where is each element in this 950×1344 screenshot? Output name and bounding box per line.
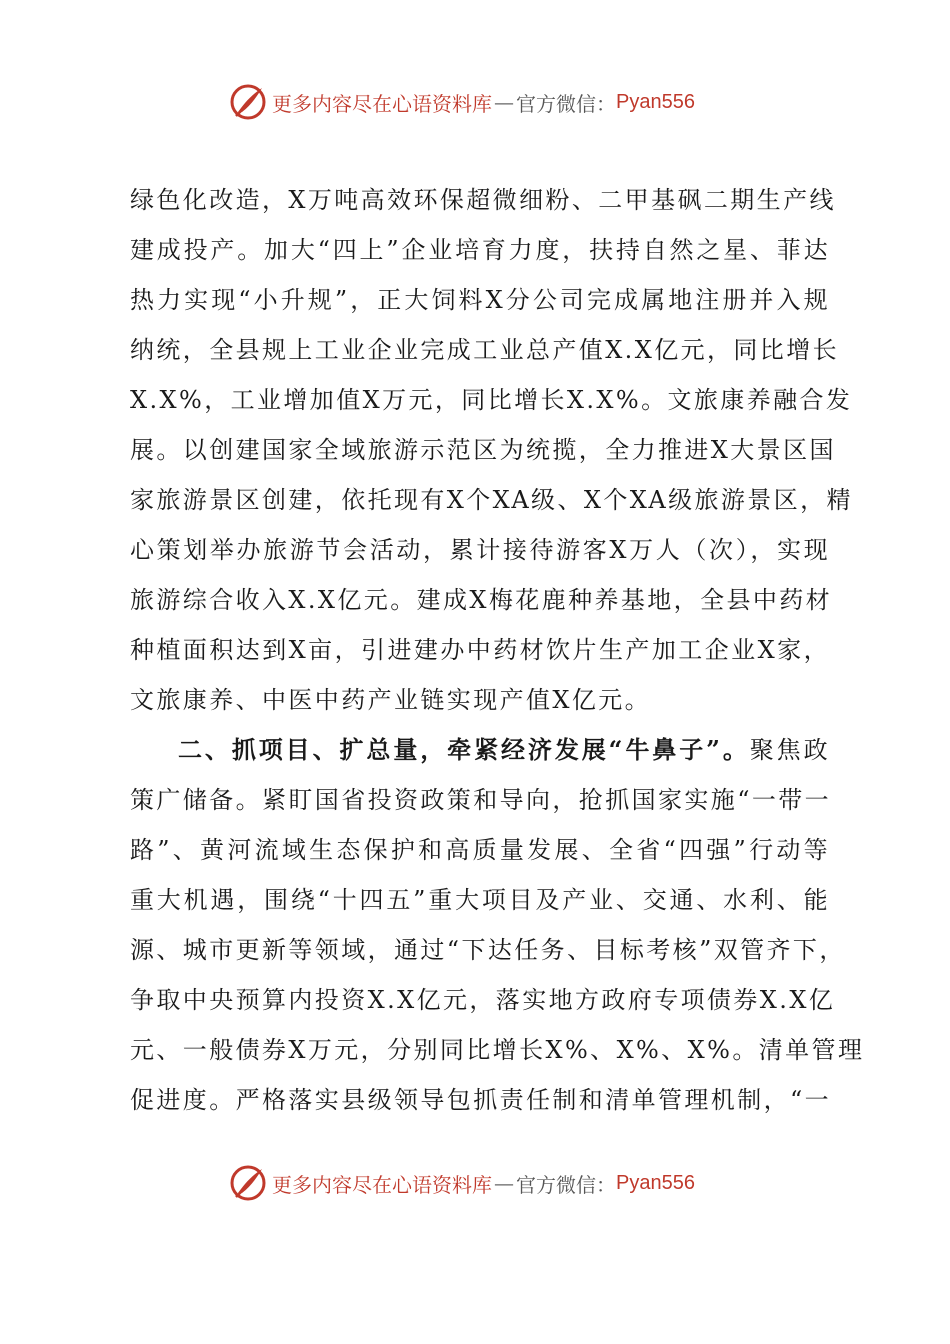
text-line: 元、一般债券X万元，分别同比增长X%、X%、X%。清单管理 (130, 1036, 865, 1064)
text-line: 重大机遇，围绕“十四五”重大项目及产业、交通、水利、能 (130, 886, 830, 914)
text-line: 促进度。严格落实县级领导包抓责任制和清单管理机制，“一 (130, 1086, 832, 1114)
text-line: 种植面积达到X亩，引进建办中药材饮片生产加工企业X家， (130, 636, 830, 664)
text-line: 旅游综合收入X.X亿元。建成X梅花鹿种养基地，全县中药材 (130, 586, 833, 614)
text-line: 绿色化改造，X万吨高效环保超微细粉、二甲基砜二期生产线 (130, 186, 836, 214)
text-line: 争取中央预算内投资X.X亿元，落实地方政府专项债券X.X亿 (130, 986, 836, 1014)
quill-logo-icon (228, 82, 268, 122)
text-line: 文旅康养、中医中药产业链实现产值X亿元。 (130, 686, 652, 714)
banner-separator: — (494, 90, 514, 114)
text-line: 建成投产。加大“四上”企业培育力度，扶持自然之星、菲达 (130, 236, 830, 264)
text-fragment: 聚焦政 (749, 736, 830, 764)
banner-wechat-id: Pyan556 (616, 90, 695, 113)
paragraph-1 (130, 175, 853, 725)
paragraph-2 (130, 725, 865, 1125)
banner-wechat-id: Pyan556 (616, 1171, 695, 1194)
header-banner (228, 82, 695, 122)
footer-banner (228, 1163, 695, 1203)
banner-wechat-label: 官方微信： (516, 1172, 616, 1197)
quill-logo-icon (228, 1163, 268, 1203)
banner-brand-text: 更多内容尽在心语资料库 (272, 91, 492, 116)
banner-brand-text: 更多内容尽在心语资料库 (272, 1172, 492, 1197)
text-line: 策广储备。紧盯国省投资政策和导向，抢抓国家实施“一带一 (130, 786, 832, 814)
text-line: 家旅游景区创建，依托现有X个XA级、X个XA级旅游景区，精 (130, 486, 853, 514)
text-line: 纳统，全县规上工业企业完成工业总产值X.X亿元，同比增长 (130, 336, 839, 364)
text-line: X.X%，工业增加值X万元，同比增长X.X%。文旅康养融合发 (130, 386, 853, 414)
banner-separator: — (494, 1171, 514, 1195)
text-line: 心策划举办旅游节会活动，累计接待游客X万人（次），实现 (130, 536, 830, 564)
text-line: 热力实现“小升规”，正大饲料X分公司完成属地注册并入规 (130, 286, 830, 314)
text-line: 展。以创建国家全域旅游示范区为统揽，全力推进X大景区国 (130, 436, 836, 464)
section-heading-line (130, 725, 830, 775)
document-body (130, 175, 865, 1125)
text-line: 路”、黄河流域生态保护和高质量发展、全省“四强”行动等 (130, 836, 830, 864)
banner-wechat-label: 官方微信： (516, 91, 616, 116)
text-line: 源、城市更新等领域，通过“下达任务、目标考核”双管齐下， (130, 936, 846, 964)
section-heading: 二、抓项目、扩总量，牵紧经济发展“牛鼻子”。 (178, 735, 750, 764)
